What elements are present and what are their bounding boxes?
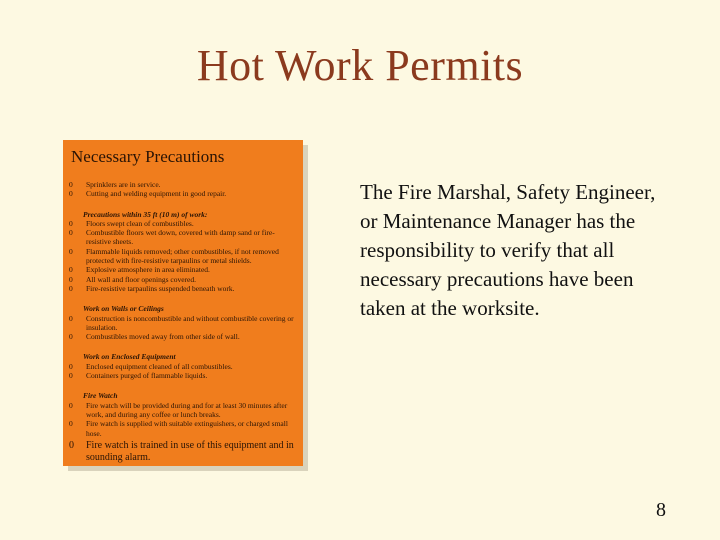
- item-text: Cutting and welding equipment in good repair.: [86, 189, 227, 199]
- item-text: Flammable liquids removed; other combustibles, if not removed protected with fire-resistive tarpaulins or metal shields.: [86, 246, 279, 266]
- precautions-box: [63, 140, 303, 466]
- list-item: [69, 228, 299, 247]
- bullet-marker: 0: [69, 313, 73, 323]
- list-item: [69, 314, 299, 333]
- item-text: Combustibles moved away from other side of wall.: [86, 332, 240, 342]
- bullet-marker: 0: [69, 246, 73, 256]
- section-heading-within-35ft: Precautions within 35 ft (10 m) of work:: [83, 209, 208, 219]
- section-heading-walls-ceilings: Work on Walls or Ceilings: [83, 304, 164, 314]
- bullet-marker: 0: [69, 332, 73, 342]
- list-item: [69, 275, 299, 284]
- slide-title: Hot Work Permits: [196, 41, 524, 90]
- bullet-marker: 0: [69, 265, 73, 275]
- item-text: Enclosed equipment cleaned of all combustibles.: [86, 361, 233, 371]
- list-item: [69, 332, 299, 341]
- precautions-content: [69, 180, 299, 464]
- bullet-marker: 0: [69, 274, 73, 284]
- box-header: Necessary Precautions: [71, 147, 225, 166]
- bullet-marker: 0: [69, 371, 73, 381]
- list-item: [69, 419, 299, 438]
- bullet-marker: 0: [69, 189, 73, 199]
- item-text: Explosive atmosphere in area eliminated.: [86, 265, 210, 275]
- item-text: Sprinklers are in service.: [86, 180, 161, 189]
- responsibility-statement: The Fire Marshal, Safety Engineer, or Maintenance Manager has the responsibility to verify that all necessary precautions have been taken at the worksite.: [360, 180, 656, 320]
- bullet-marker: 0: [69, 228, 73, 238]
- page-number: 8: [656, 499, 666, 521]
- bullet-marker: 0: [69, 361, 73, 371]
- bullet-marker: 0: [69, 419, 73, 429]
- list-item: [69, 371, 299, 380]
- list-item: [69, 265, 299, 274]
- bullet-marker: 0: [69, 218, 73, 228]
- item-text: Construction is noncombustible and without combustible covering or insulation.: [86, 313, 294, 332]
- item-text: Fire watch will be provided during and for at least 30 minutes after work, and during any coffee or lunch breaks.: [86, 400, 288, 419]
- item-text: Fire watch is supplied with suitable extinguishers, or charged small hose.: [86, 419, 288, 438]
- item-text: Containers purged of flammable liquids.: [86, 371, 208, 381]
- section-heading-enclosed-equipment: Work on Enclosed Equipment: [83, 352, 176, 362]
- item-text: All wall and floor openings covered.: [86, 274, 196, 284]
- list-item: [69, 180, 299, 189]
- list-item: [69, 401, 299, 420]
- list-item: [69, 219, 299, 228]
- bullet-marker: 0: [69, 283, 73, 293]
- list-item: [69, 284, 299, 293]
- item-text: Floors swept clean of combustibles.: [86, 218, 194, 228]
- item-text: Combustible floors wet down, covered with damp sand or fire-resistive sheets.: [86, 228, 275, 247]
- list-item: [69, 440, 299, 464]
- bullet-marker: 0: [69, 400, 73, 410]
- bullet-marker: 0: [69, 180, 73, 189]
- bullet-marker: 0: [69, 439, 74, 451]
- section-heading-fire-watch: Fire Watch: [83, 391, 118, 401]
- list-item: [69, 247, 299, 266]
- item-text: Fire watch is trained in use of this equipment and in sounding alarm.: [86, 439, 294, 463]
- list-item: [69, 362, 299, 371]
- item-text: Fire-resistive tarpaulins suspended beneath work.: [86, 283, 235, 293]
- list-item: [69, 189, 299, 198]
